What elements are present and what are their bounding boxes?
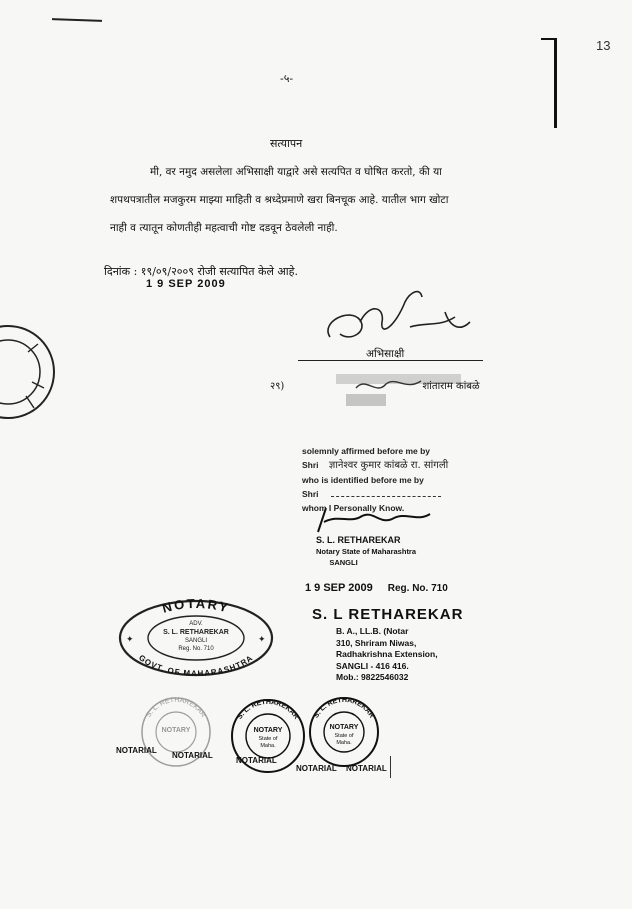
deponent-line <box>298 360 483 361</box>
svg-text:GOVT. OF MAHARASHTRA <box>137 653 255 678</box>
notary-name-stamp <box>316 535 416 568</box>
deponent-number: २९) <box>270 381 285 392</box>
stamp-edge-line <box>390 756 391 778</box>
oval-seal-line1: ADV. <box>189 621 203 627</box>
oval-seal-bottom: GOVT. OF MAHARASHTRA <box>137 653 255 678</box>
cert-line-1: solemnly affirmed before me by <box>302 446 431 456</box>
notarial-label-1: NOTARIAL <box>116 746 157 755</box>
notary-stamp-title: Notary State of Maharashtra <box>316 547 417 556</box>
oval-seal-top: NOTARY <box>160 598 232 616</box>
deponent-fill-row <box>270 378 480 392</box>
oval-seal-line2: S. L. RETHAREKAR <box>163 629 229 636</box>
svg-text:✦: ✦ <box>126 634 134 644</box>
reg-date: 1 9 SEP 2009 <box>305 582 373 594</box>
left-partial-seal <box>0 322 58 422</box>
date-stamp: 1 9 SEP 2009 <box>146 278 226 290</box>
notary-signature <box>310 502 440 538</box>
cert-line-3: who is identified before me by <box>302 475 424 485</box>
verification-paragraph: मी, वर नमुद असलेला अभिसाक्षी याद्वारे असे सत्यपित व घोषित करतो, की या शपथपत्रातील मजकुरम माझ्या माहिती व श्रध्देप्रमाणे खरा बिनचूक आहे. यातील भाग खोटा नाही व त्यातून कोणतीही महत्वाची गोष्ट दडवून ठेवलेली नाही. <box>110 166 449 234</box>
svg-text:Maha.: Maha. <box>336 740 352 746</box>
deponent-signature <box>310 282 490 352</box>
cert-line-2: Shri ज्ञानेश्वर कुमार कांबळे रा. सांगली <box>302 460 449 471</box>
notary-stamp-place: SANGLI <box>329 558 358 567</box>
svg-text:State of: State of <box>258 736 278 742</box>
svg-text:State of: State of <box>334 733 354 739</box>
reg-number: Reg. No. 710 <box>387 583 448 594</box>
deponent-name: शांताराम कांबळे <box>422 381 480 392</box>
svg-text:Maha.: Maha. <box>260 743 276 749</box>
cert-line-4: Shri <box>302 487 448 501</box>
notarial-label-2: NOTARIAL <box>172 751 213 760</box>
notarial-label-5: NOTARIAL <box>346 764 387 773</box>
cert-line-5: whom I Personally Know. <box>302 503 405 513</box>
page-number-handwritten: 13 <box>596 38 611 53</box>
address-name: S. L RETHAREKAR <box>312 606 464 623</box>
oval-seal-line4: Reg. No. 710 <box>178 646 214 652</box>
small-seal-3 <box>310 697 378 766</box>
svg-text:S. L. RETHAREKAR: S. L. RETHAREKAR <box>312 696 376 720</box>
address-lines: B. A., LL.B. (Notar 310, Shriram Niwas, Radhakrishna Extension, SANGLI - 416 416. Mob.: 9822546032 <box>336 626 438 682</box>
date-registration-stamp <box>305 582 448 594</box>
notary-oval-seal <box>116 598 276 678</box>
svg-text:NOTARY: NOTARY <box>329 724 359 731</box>
svg-text:✦: ✦ <box>258 634 266 644</box>
svg-text:S. L. RETHAREKAR: S. L. RETHAREKAR <box>236 698 300 721</box>
deponent-label: अभिसाक्षी <box>366 348 405 360</box>
svg-text:NOTARY: NOTARY <box>161 727 191 734</box>
top-rule <box>52 18 102 22</box>
oval-seal-line3: SANGLI <box>184 638 208 644</box>
svg-text:NOTARY: NOTARY <box>253 727 283 734</box>
notarial-label-3: NOTARIAL <box>236 756 277 765</box>
verification-date-line: दिनांक : १९/०९/२००९ रोजी सत्यापित केले आहे. <box>104 265 299 278</box>
notary-stamp-name: S. L. RETHAREKAR <box>316 535 401 545</box>
svg-text:S. L. RETHAREKAR: S. L. RETHAREKAR <box>145 696 207 719</box>
verification-heading: सत्यापन <box>270 137 303 150</box>
page-marker: -५- <box>280 72 294 85</box>
notarial-label-4: NOTARIAL <box>296 764 337 773</box>
notary-address-stamp <box>312 606 463 684</box>
margin-bracket <box>554 38 557 128</box>
